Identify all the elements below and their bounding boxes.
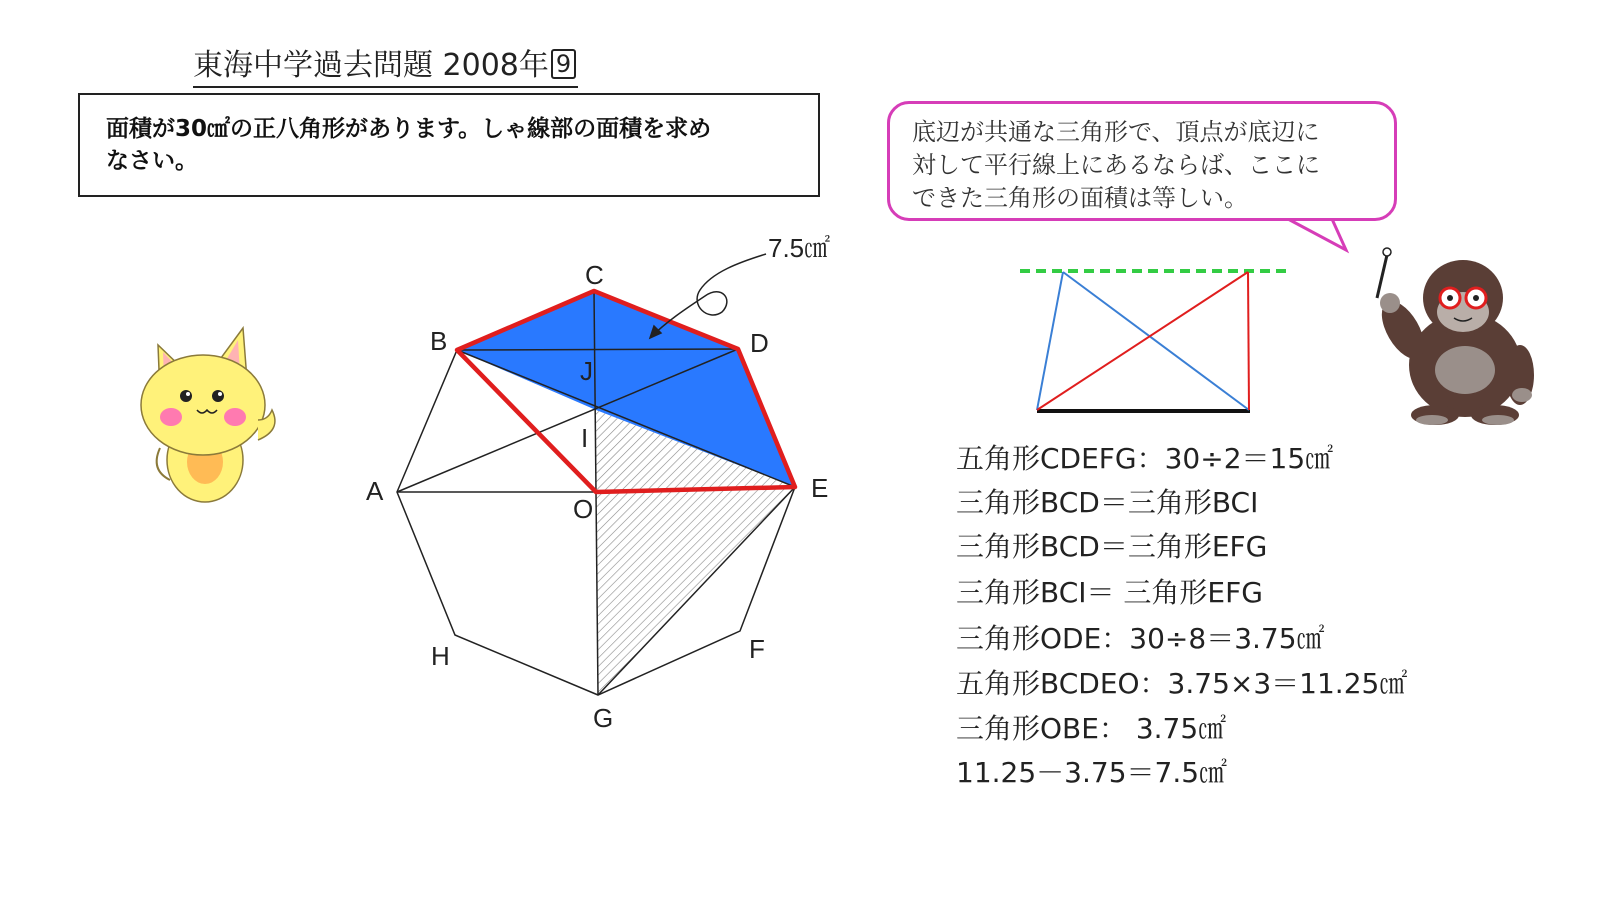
formula-line-5: 三角形ODE：30÷8＝3.75㎠ xyxy=(956,622,1325,655)
annotation-7-5: 7.5㎠ xyxy=(768,233,831,263)
formula-line-8: 11.25－3.75＝7.5㎠ xyxy=(956,756,1228,789)
title-text: 東海中学過去問題 2008年 xyxy=(193,48,549,83)
gorilla-mascot-icon xyxy=(1373,248,1534,425)
label-O: O xyxy=(573,494,594,524)
cat-mascot-icon xyxy=(141,328,275,502)
label-H: H xyxy=(431,641,450,671)
label-J: J xyxy=(580,356,593,386)
bubble-tail xyxy=(1288,217,1346,250)
bubble-line-1: 底辺が共通な三角形で、頂点が底辺に xyxy=(912,118,1320,146)
formula-line-4: 三角形BCI＝ 三角形EFG xyxy=(956,576,1263,609)
label-G: G xyxy=(593,703,614,733)
hint-speech-bubble xyxy=(887,101,1397,221)
formula-line-6: 五角形BCDEO：3.75×3＝11.25㎠ xyxy=(956,667,1408,700)
formula-line-7: 三角形OBE： 3.75㎠ xyxy=(956,712,1227,745)
bubble-line-3: できた三角形の面積は等しい。 xyxy=(912,184,1248,212)
problem-line-2: なさい。 xyxy=(106,148,198,174)
problem-line-1: 面積が30㎠の正八角形があります。しゃ線部の面積を求め xyxy=(106,116,712,142)
label-D: D xyxy=(750,328,769,358)
bubble-line-2: 対して平行線上にあるならば、ここに xyxy=(912,151,1320,179)
problem-number-box: 9 xyxy=(551,49,576,79)
parallel-triangles-diagram xyxy=(1020,271,1292,411)
label-F: F xyxy=(749,634,765,664)
formula-line-3: 三角形BCD＝三角形EFG xyxy=(956,530,1268,563)
label-C: C xyxy=(585,260,604,290)
formula-line-2: 三角形BCD＝三角形BCI xyxy=(956,486,1259,519)
formula-line-1: 五角形CDEFG：30÷2＝15㎠ xyxy=(956,442,1334,475)
octagon-diagram xyxy=(397,254,795,695)
red-triangle xyxy=(1037,272,1249,410)
label-I: I xyxy=(581,423,589,453)
label-B: B xyxy=(430,326,448,356)
label-E: E xyxy=(811,473,829,503)
label-A: A xyxy=(366,476,384,506)
